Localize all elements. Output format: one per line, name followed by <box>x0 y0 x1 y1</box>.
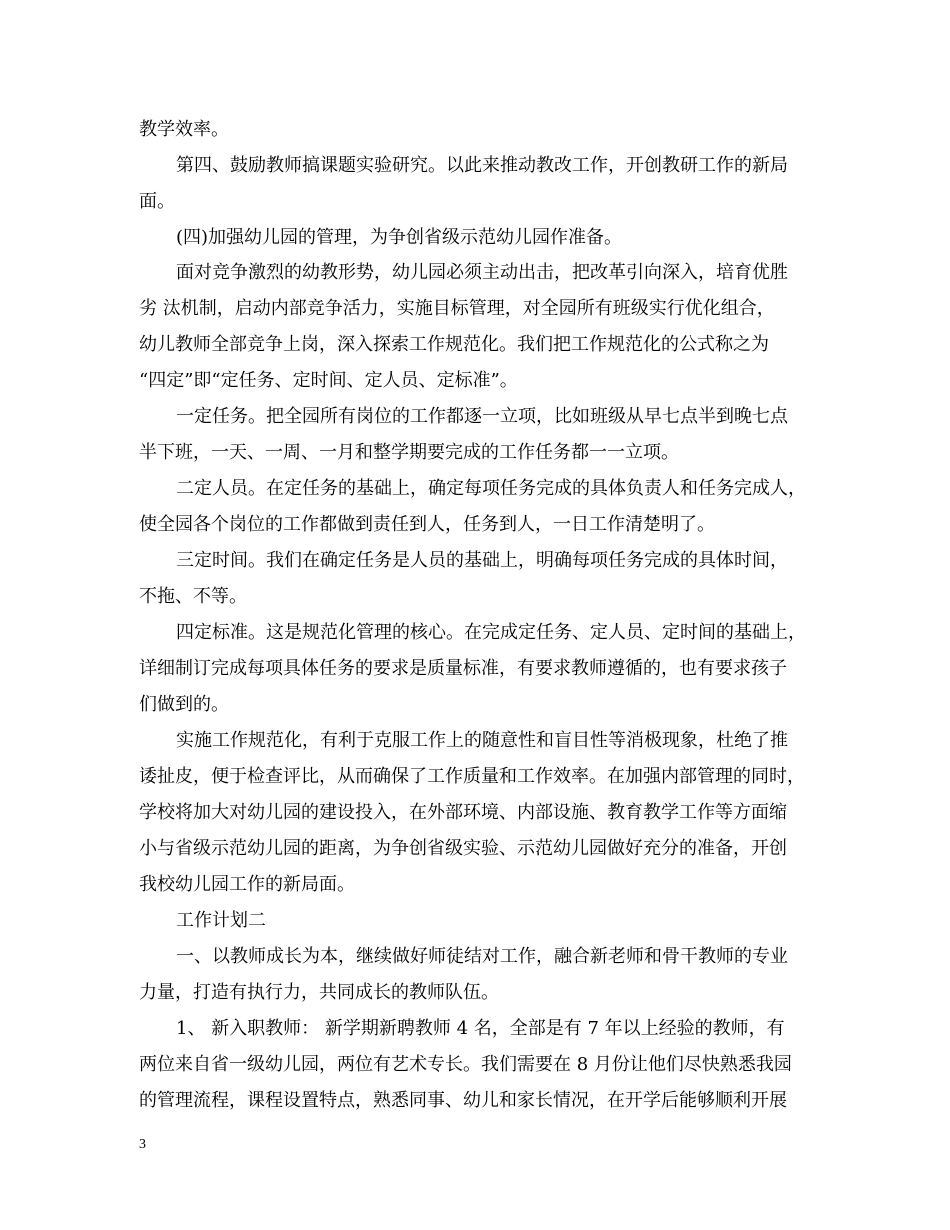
text-line: “四定”即“定任务、定时间、定人员、定标准”。 <box>139 370 518 391</box>
text-line: 们做到的。 <box>139 694 229 715</box>
section-heading: 工作计划二 <box>176 910 266 931</box>
text-line: 不拖、不等。 <box>139 586 247 607</box>
text-line: 面。 <box>139 191 175 212</box>
text-line: 半下班，一天、一周、一月和整学期要完成的工作任务都一一立项。 <box>139 442 679 463</box>
text-line: 一定任务。把全园所有岗位的工作都逐一立项，比如班级从早七点半到晚七点 <box>176 406 788 427</box>
text-line: 使全园各个岗位的工作都做到责任到人，任务到人，一日工作清楚明了。 <box>139 514 715 535</box>
text-line: 实施工作规范化，有利于克服工作上的随意性和盲目性等消极现象，杜绝了推 <box>176 730 788 751</box>
text-line: 力量，打造有执行力，共同成长的教师队伍。 <box>139 982 499 1003</box>
text-line: 我校幼儿园工作的新局面。 <box>139 874 355 895</box>
text-line: 二定人员。在定任务的基础上，确定每项任务完成的具体负责人和任务完成人， <box>176 478 806 499</box>
text-line: 第四、鼓励教师搞课题实验研究。以此来推动教改工作，开创教研工作的新局 <box>176 155 788 176</box>
text-line: 一、以教师成长为本，继续做好师徒结对工作，融合新老师和骨干教师的专业 <box>176 946 788 967</box>
text-line: 1、 新入职教师： 新学期新聘教师 4 名，全部是有 7 年以上经验的教师，有 <box>176 1018 785 1039</box>
text-line: 三定时间。我们在确定任务是人员的基础上，明确每项任务完成的具体时间， <box>176 550 788 571</box>
text-line: 劣 汰机制，启动内部竞争活力，实施目标管理，对全园所有班级实行优化组合， <box>139 298 775 319</box>
text-line: 幼儿教师全部竞争上岗，深入探索工作规范化。我们把工作规范化的公式称之为 <box>139 334 769 355</box>
text-line: 教学效率。 <box>139 119 229 140</box>
text-line: 四定标准。这是规范化管理的核心。在完成定任务、定人员、定时间的基础上， <box>176 622 806 643</box>
text-line: 小与省级示范幼儿园的距离，为争创省级实验、示范幼儿园做好充分的准备，开创 <box>139 838 787 859</box>
text-line: 诿扯皮，便于检查评比，从而确保了工作质量和工作效率。在加强内部管理的同时， <box>139 766 805 787</box>
text-line: (四)加强幼儿园的管理，为争创省级示范幼儿园作准备。 <box>176 227 623 248</box>
text-line: 面对竞争激烈的幼教形势，幼儿园必须主动出击，把改革引向深入，培育优胜 <box>176 262 788 283</box>
text-line: 学校将加大对幼儿园的建设投入，在外部环境、内部设施、教育教学工作等方面缩 <box>139 802 787 823</box>
text-line: 两位来自省一级幼儿园，两位有艺术专长。我们需要在 8 月份让他们尽快熟悉我园 <box>139 1054 792 1075</box>
page-number: 3 <box>139 1137 146 1152</box>
text-line: 详细制订完成每项具体任务的要求是质量标准，有要求教师遵循的，也有要求孩子 <box>139 658 787 679</box>
text-line: 的管理流程，课程设置特点，熟悉同事、幼儿和家长情况，在开学后能够顺利开展 <box>139 1090 787 1111</box>
